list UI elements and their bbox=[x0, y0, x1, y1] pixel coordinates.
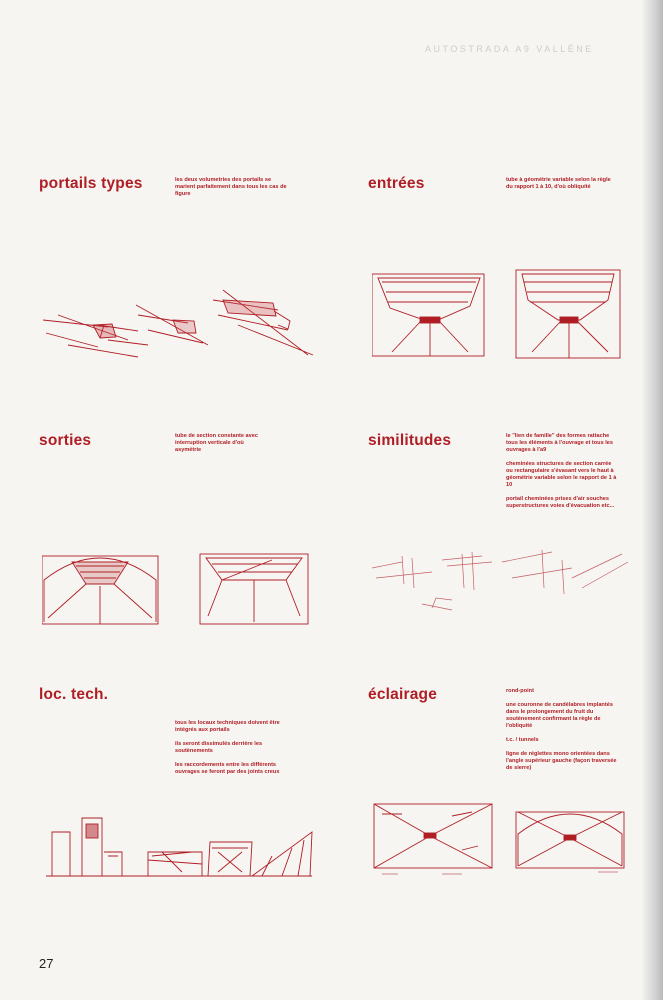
sketch-eclairage bbox=[372, 800, 634, 880]
note-portails-types: les deux volumetries des portails se marient parfaitement dans tous les cas de figure bbox=[175, 177, 287, 197]
title-loc-tech: loc. tech. bbox=[39, 686, 109, 703]
note-loc-tech-2: ils seront dissimulés derrière les soutènements bbox=[175, 741, 263, 754]
note-entrees: tube à géométrie variable selon la règle du rapport 1 à 10, d'où obliquité bbox=[506, 177, 611, 190]
note-eclairage-1: rond-point bbox=[506, 688, 534, 694]
note-eclairage-4: ligne de réglettes mono orientées dans l'angle supérieur gauche (façon traversée de sierre) bbox=[506, 751, 617, 771]
sketch-loc-tech bbox=[42, 812, 317, 882]
sketch-sorties bbox=[42, 540, 314, 630]
note-loc-tech-3: les raccordements entre les différents ouvrages se feront par des joints creux bbox=[175, 762, 280, 775]
page-edge-shadow bbox=[641, 0, 663, 1000]
note-eclairage-3: t.c. / tunnels bbox=[506, 737, 539, 743]
notes-similitudes bbox=[506, 433, 618, 517]
sketch-similitudes bbox=[372, 548, 630, 618]
sketch-entrees bbox=[372, 262, 630, 362]
note-loc-tech-1: tous les locaux techniques doivent être intégrés aux portails bbox=[175, 720, 280, 733]
note-sorties: tube de section constante avec interruption verticale d'où asymétrie bbox=[175, 433, 258, 453]
running-header: AUTOSTRADA A9 VALLÈNE bbox=[425, 44, 594, 54]
note-similitudes-1: le "lien de famille" des formes rattache tous les éléments à l'ouvrage et tous les ouvrages à l'a9 bbox=[506, 433, 614, 453]
notes-loc-tech bbox=[175, 720, 290, 783]
note-eclairage-2: une couronne de candélabres implantés dans le prolongement du fruit du soutènement confirmant la règle de l'obliquité bbox=[506, 702, 613, 729]
note-similitudes-2: cheminées structures de section carrée ou rectangulaire s'évasant vers le haut à géométrie variable selon le rapport de 1 à 10 bbox=[506, 461, 617, 488]
title-eclairage: éclairage bbox=[368, 686, 438, 703]
sketch-portails-types bbox=[38, 285, 318, 365]
note-similitudes-3: portail cheminées prises d'air souches superstructures voies d'évacuation etc... bbox=[506, 496, 615, 509]
title-similitudes: similitudes bbox=[368, 432, 452, 449]
page-number: 27 bbox=[39, 956, 54, 971]
title-entrees: entrées bbox=[368, 175, 425, 192]
title-sorties: sorties bbox=[39, 432, 92, 449]
notes-eclairage bbox=[506, 688, 618, 779]
title-portails-types: portails types bbox=[39, 175, 143, 192]
